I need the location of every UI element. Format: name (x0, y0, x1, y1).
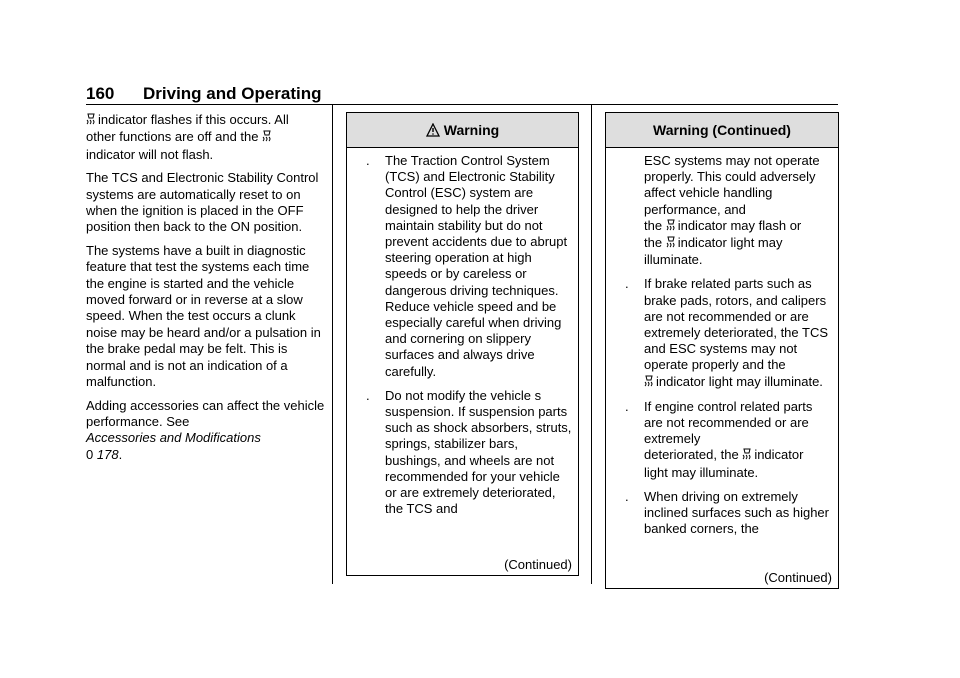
section-title: Driving and Operating (143, 84, 322, 103)
bullet-dot: . (625, 488, 629, 504)
continued-text-the: the (644, 217, 663, 233)
accessories-link[interactable]: Accessories and Modifications (86, 430, 261, 446)
traction-control-icon (262, 130, 272, 146)
paragraph-accessories (86, 398, 326, 464)
warning-bullet (606, 399, 838, 481)
body-column-1 (86, 112, 326, 470)
warning-header (606, 113, 838, 148)
paragraph-diagnostic: The systems have a built in diagnostic feature that test the systems each time the engine is started and the vehicle moved forward or in reverse at a slow speed. When the test occurs a clunk noise may be heard and/or a pulsation in the brake pedal may be felt. This is normal and is not an indication of a malfunction. (86, 242, 321, 390)
header-rule (86, 104, 838, 105)
indicator-text-c: indicator will not flash. (86, 146, 214, 162)
bullet-text-b: deteriorated, the (644, 447, 739, 463)
bullet-text: When driving on extremely inclined surfaces such as higher banked corners, the (644, 488, 829, 537)
page-number: 160 (86, 84, 115, 103)
continued-text-light: indicator light may (677, 235, 783, 251)
warning-header (347, 113, 578, 148)
bullet-text-c: indicator (754, 447, 804, 463)
column-divider-left (332, 104, 333, 584)
bullet-dot: . (625, 398, 629, 414)
warning-bullet (347, 388, 578, 518)
continued-text-illuminate: illuminate. (644, 252, 703, 268)
indicator-text-b: other functions are off and the (86, 129, 259, 145)
warning-box-2 (605, 112, 839, 589)
continued-text-the: the (644, 235, 663, 251)
accessories-end: . (118, 446, 123, 462)
indicator-text-a: indicator flashes if this occurs. All (98, 112, 289, 127)
continued-label: (Continued) (764, 570, 832, 585)
warning-bullet (606, 489, 838, 538)
continued-text-flash: indicator may flash or (677, 217, 802, 233)
accessories-text: Adding accessories can affect the vehicle performance. See (86, 397, 325, 429)
traction-control-icon (666, 236, 676, 252)
bullet-text: The Traction Control System (TCS) and Electronic Stability Control (ESC) system are designed to help the driver maintain stability but do not prevent accidents due to abrupt steering operation at high speeds or by careless or dangerous driving techniques. Reduce vehicle speed and be especially careful when driving and cornering on slippery surfaces and always drive carefully. (385, 153, 568, 379)
bullet-text: If brake related parts such as brake pads, rotors, and calipers are not recommended or are extremely deteriorated, the TCS and ESC systems may not operate properly and the (644, 276, 829, 373)
warning-title: Warning (443, 122, 500, 138)
bullet-text-end: indicator light may illuminate. (656, 373, 823, 389)
bullet-dot: . (366, 153, 370, 168)
page-header (86, 84, 838, 104)
bullet-text-d: light may illuminate. (644, 464, 759, 480)
traction-control-icon (666, 219, 676, 235)
traction-control-icon (742, 448, 752, 464)
warning-bullet (347, 153, 578, 380)
traction-control-icon (86, 113, 96, 129)
page-ref-symbol: 0 (86, 446, 94, 462)
bullet-text: Do not modify the vehicle s suspension. If suspension parts such as shock absorbers, struts, springs, stabilizer bars, bushings, and wheels are not recommended for your vehicle or are extremely deteriorated, the TCS and (385, 387, 572, 517)
traction-control-icon (644, 375, 654, 391)
paragraph-indicator (86, 112, 326, 163)
bullet-dot: . (366, 387, 370, 403)
page-ref-number[interactable]: 178 (96, 446, 119, 462)
warning-continued-title: Warning (Continued) (653, 122, 791, 138)
continued-text: ESC systems may not operate properly. This could adversely affect vehicle handling performance, and (644, 153, 820, 217)
bullet-dot: . (625, 276, 629, 292)
warning-triangle-icon (426, 115, 440, 149)
paragraph-reset: The TCS and Electronic Stability Control systems are automatically reset to on when the ignition is placed in the OFF position then back to the ON position. (86, 170, 319, 235)
column-divider-right (591, 104, 592, 584)
continued-paragraph (606, 153, 838, 268)
warning-bullet (606, 276, 838, 390)
bullet-text: If engine control related parts are not recommended or are extremely (644, 398, 813, 447)
warning-box-1 (346, 112, 579, 576)
continued-label: (Continued) (504, 557, 572, 572)
